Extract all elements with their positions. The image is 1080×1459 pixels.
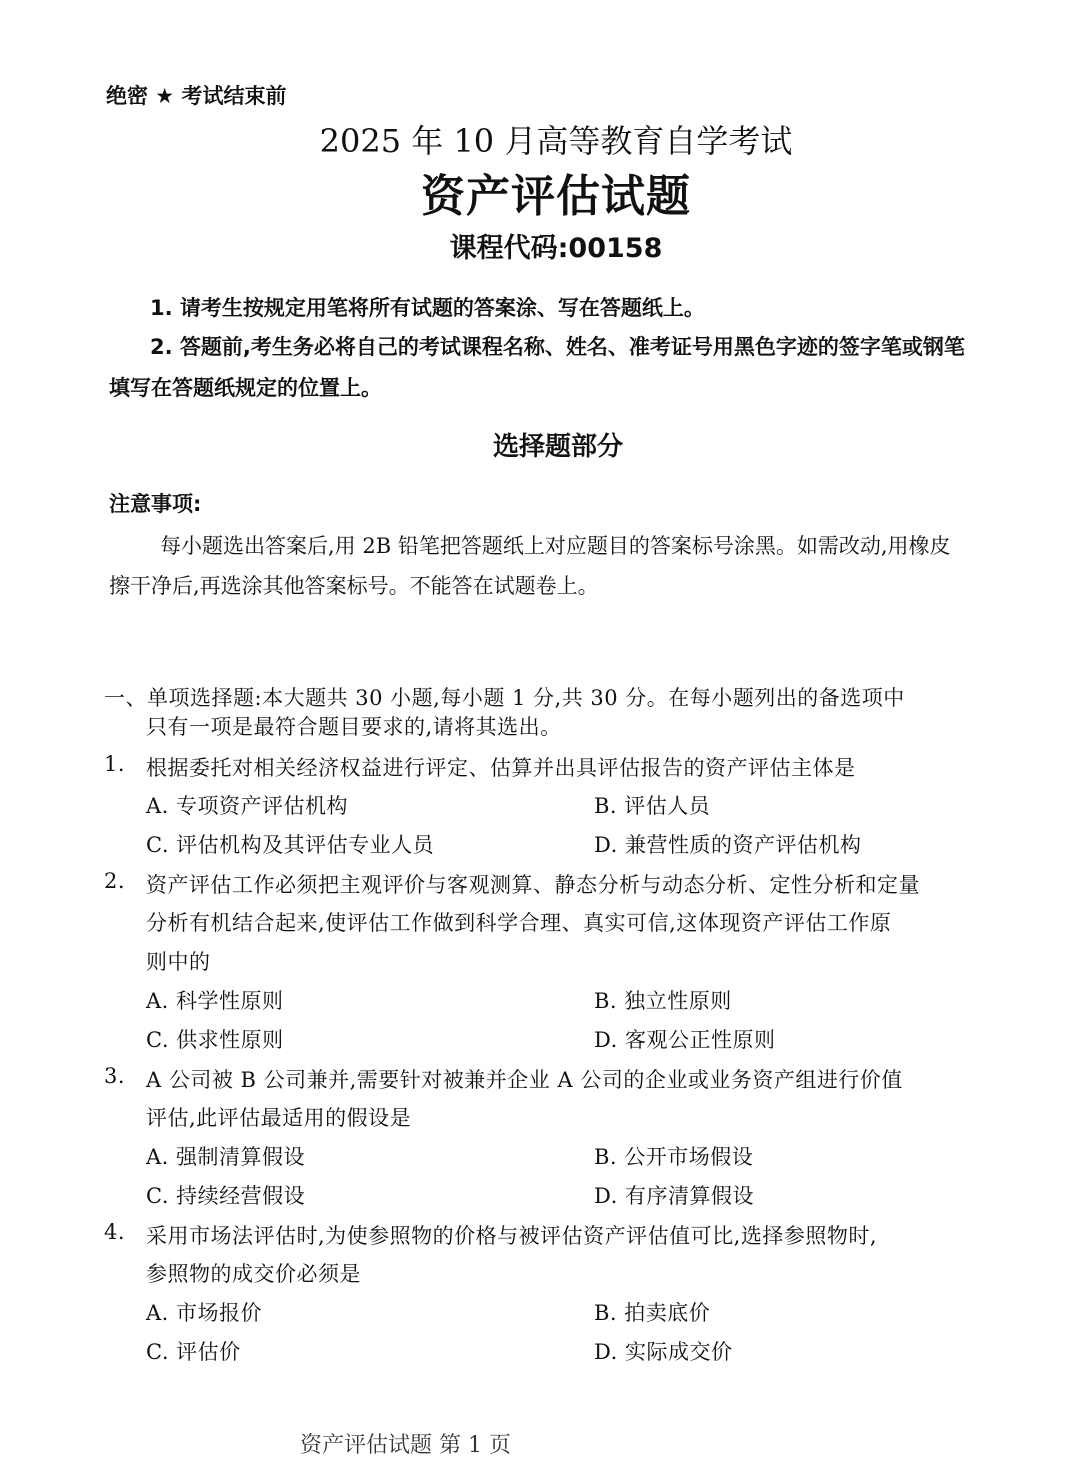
instruction-1: 1. 请考生按规定用笔将所有试题的答案涂、写在答题纸上。 [150, 296, 705, 320]
section-title: 选择题部分 [492, 432, 623, 462]
question-2-option-a: A. 科学性原则 [146, 989, 284, 1013]
notes-line-1: 每小题选出答案后,用 2B 铅笔把答题纸上对应题目的答案标号涂黑。如需改动,用橡皮 [160, 534, 951, 558]
page-footer: 资产评估试题 第 1 页 [300, 1433, 511, 1458]
confidential-label: 绝密 ★ 考试结束前 [106, 84, 287, 108]
part1-heading-line2: 只有一项是最符合题目要求的,请将其选出。 [146, 715, 562, 739]
question-3-option-b: B. 公开市场假设 [594, 1145, 754, 1169]
question-1-option-b: B. 评估人员 [594, 794, 711, 818]
notes-label: 注意事项: [109, 492, 202, 516]
part1-heading-line1: 一、单项选择题:本大题共 30 小题,每小题 1 分,共 30 分。在每小题列出的备选项中 [104, 686, 905, 710]
question-4-text-line2: 参照物的成交价必须是 [146, 1262, 361, 1286]
question-3-option-c: C. 持续经营假设 [146, 1184, 306, 1208]
question-3-option-d: D. 有序清算假设 [594, 1184, 754, 1208]
question-4-number: 4. [104, 1220, 126, 1244]
notes-line-2: 擦干净后,再选涂其他答案标号。不能答在试题卷上。 [109, 574, 599, 598]
question-4-option-c: C. 评估价 [146, 1340, 241, 1364]
instruction-2-line1: 2. 答题前,考生务必将自己的考试课程名称、姓名、准考证号用黑色字迹的签字笔或钢笔 [150, 335, 965, 359]
question-2-text-line1: 资产评估工作必须把主观评价与客观测算、静态分析与动态分析、定性分析和定量 [146, 873, 920, 897]
question-4-option-a: A. 市场报价 [146, 1301, 263, 1325]
question-3-number: 3. [104, 1064, 126, 1088]
course-code: 课程代码:00158 [449, 233, 663, 264]
question-2-number: 2. [104, 869, 126, 893]
question-1-number: 1. [104, 752, 126, 776]
question-4-option-b: B. 拍卖底价 [594, 1301, 711, 1325]
exam-title: 2025 年 10 月高等教育自学考试 [319, 122, 793, 160]
question-1-option-d: D. 兼营性质的资产评估机构 [594, 833, 862, 857]
question-4-text-line1: 采用市场法评估时,为使参照物的价格与被评估资产评估值可比,选择参照物时, [146, 1224, 878, 1248]
question-1-option-a: A. 专项资产评估机构 [146, 794, 349, 818]
question-2-option-c: C. 供求性原则 [146, 1028, 284, 1052]
question-1-text: 根据委托对相关经济权益进行评定、估算并出具评估报告的资产评估主体是 [146, 756, 856, 780]
instruction-2-line2: 填写在答题纸规定的位置上。 [109, 376, 382, 400]
question-3-option-a: A. 强制清算假设 [146, 1145, 306, 1169]
question-2-text-line3: 则中的 [146, 950, 211, 974]
question-2-option-d: D. 客观公正性原则 [594, 1028, 776, 1052]
question-3-text-line1: A 公司被 B 公司兼并,需要针对被兼并企业 A 公司的企业或业务资产组进行价值 [146, 1068, 903, 1092]
question-2-option-b: B. 独立性原则 [594, 989, 732, 1013]
question-4-option-d: D. 实际成交价 [594, 1340, 733, 1364]
question-3-text-line2: 评估,此评估最适用的假设是 [146, 1106, 412, 1130]
question-1-option-c: C. 评估机构及其评估专业人员 [146, 833, 435, 857]
subject-title: 资产评估试题 [421, 171, 691, 222]
question-2-text-line2: 分析有机结合起来,使评估工作做到科学合理、真实可信,这体现资产评估工作原 [146, 911, 892, 935]
